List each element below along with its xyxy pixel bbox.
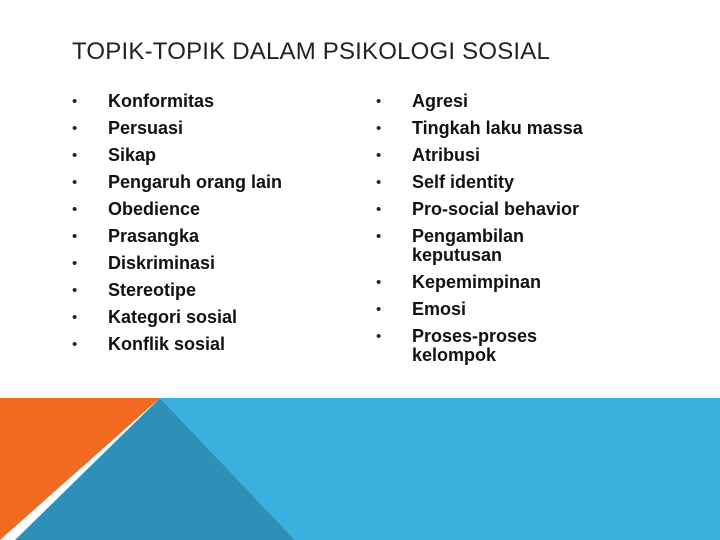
- topic-label: Pengambilan keputusan: [412, 226, 525, 265]
- topic-label: Sikap: [108, 145, 157, 165]
- topic-label: Obedience: [108, 199, 201, 219]
- bullet: •: [376, 228, 382, 245]
- bullet: •: [72, 255, 78, 272]
- bullet: •: [72, 336, 78, 353]
- topic-label: Prasangka: [108, 226, 200, 246]
- topic-label: Diskriminasi: [108, 253, 216, 273]
- bullet: •: [72, 174, 78, 191]
- list-item: [376, 323, 676, 369]
- topic-label: Self identity: [412, 172, 515, 192]
- left-topic-list: [72, 88, 342, 358]
- slide-title: TOPIK-TOPIK DALAM PSIKOLOGI SOSIAL: [72, 38, 551, 65]
- list-item: [72, 169, 342, 196]
- topic-label: Konflik sosial: [108, 334, 226, 354]
- topic-label: Pengaruh orang lain: [108, 172, 283, 192]
- list-item: [376, 142, 676, 169]
- list-item: [72, 331, 342, 358]
- bullet: •: [72, 147, 78, 164]
- bullet: •: [376, 201, 382, 218]
- list-item: [72, 88, 342, 115]
- topic-label: Kepemimpinan: [412, 272, 542, 292]
- topic-label: Proses-proses kelompok: [412, 326, 538, 365]
- topic-label: Atribusi: [412, 145, 481, 165]
- bullet: •: [376, 147, 382, 164]
- list-item: [376, 269, 676, 296]
- right-topic-list: [376, 88, 676, 369]
- topic-label: Persuasi: [108, 118, 184, 138]
- list-item: [72, 304, 342, 331]
- topic-label: Konformitas: [108, 91, 215, 111]
- list-item: [72, 277, 342, 304]
- bullet: •: [376, 174, 382, 191]
- topic-label: Pro-social behavior: [412, 199, 580, 219]
- list-item: [376, 115, 676, 142]
- topic-label: Tingkah laku massa: [412, 118, 583, 138]
- bullet: •: [72, 201, 78, 218]
- list-item: [72, 196, 342, 223]
- list-item: [72, 223, 342, 250]
- list-item: [376, 196, 676, 223]
- bullet: •: [72, 309, 78, 326]
- bullet: •: [72, 120, 78, 137]
- list-item: [72, 250, 342, 277]
- bullet: •: [376, 301, 382, 318]
- list-item: [376, 169, 676, 196]
- bullet: •: [376, 93, 382, 110]
- list-item: [72, 142, 342, 169]
- topic-label: Agresi: [412, 91, 469, 111]
- bullet: •: [376, 274, 382, 291]
- list-item: [376, 223, 676, 269]
- bullet: •: [72, 228, 78, 245]
- topic-label: Stereotipe: [108, 280, 197, 300]
- topic-label: Kategori sosial: [108, 307, 238, 327]
- list-item: [72, 115, 342, 142]
- bullet: •: [376, 328, 382, 345]
- bullet: •: [72, 282, 78, 299]
- topic-label: Emosi: [412, 299, 467, 319]
- list-item: [376, 88, 676, 115]
- bullet: •: [376, 120, 382, 137]
- bullet: •: [72, 93, 78, 110]
- list-item: [376, 296, 676, 323]
